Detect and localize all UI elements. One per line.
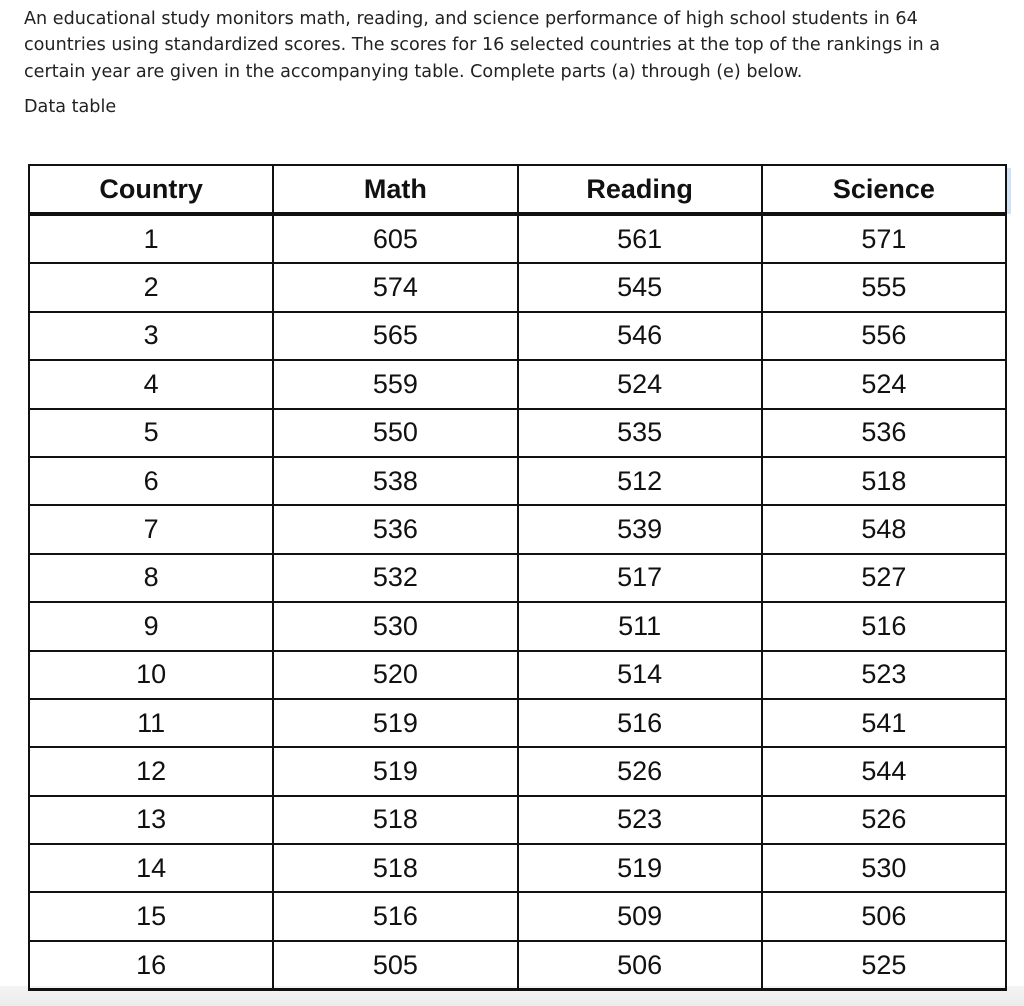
cell-science: 571: [762, 214, 1006, 263]
cell-reading: 516: [518, 699, 762, 747]
column-header-country: Country: [29, 165, 273, 214]
cell-reading: 517: [518, 554, 762, 602]
cell-science: 518: [762, 457, 1006, 505]
cell-country: 8: [29, 554, 273, 602]
cell-country: 6: [29, 457, 273, 505]
cell-reading: 514: [518, 651, 762, 699]
cell-math: 532: [273, 554, 517, 602]
cell-science: 544: [762, 747, 1006, 795]
table-row: [29, 457, 1006, 505]
table-row: [29, 747, 1006, 795]
cell-reading: 523: [518, 796, 762, 844]
cell-math: 530: [273, 602, 517, 650]
cell-science: 555: [762, 263, 1006, 311]
cell-country: 15: [29, 892, 273, 940]
table-row: [29, 312, 1006, 360]
cell-country: 14: [29, 844, 273, 892]
table-row: [29, 409, 1006, 457]
cell-country: 1: [29, 214, 273, 263]
cell-math: 574: [273, 263, 517, 311]
table-row: [29, 263, 1006, 311]
data-table-container: [28, 164, 1006, 991]
data-table: [28, 164, 1007, 991]
cell-country: 9: [29, 602, 273, 650]
table-row: [29, 892, 1006, 940]
cell-math: 550: [273, 409, 517, 457]
cell-reading: 535: [518, 409, 762, 457]
cell-country: 12: [29, 747, 273, 795]
cell-country: 7: [29, 505, 273, 553]
cell-science: 526: [762, 796, 1006, 844]
problem-statement-line-2: countries using standardized scores. The scores for 16 selected countries at the top of the rankings in a: [24, 35, 941, 56]
cell-science: 536: [762, 409, 1006, 457]
cell-reading: 561: [518, 214, 762, 263]
cell-math: 519: [273, 747, 517, 795]
cell-country: 2: [29, 263, 273, 311]
table-row: [29, 214, 1006, 263]
table-row: [29, 505, 1006, 553]
table-row: [29, 796, 1006, 844]
cell-math: 605: [273, 214, 517, 263]
cell-reading: 546: [518, 312, 762, 360]
cell-science: 506: [762, 892, 1006, 940]
cell-science: 525: [762, 941, 1006, 990]
cell-reading: 539: [518, 505, 762, 553]
problem-statement-line-3: certain year are given in the accompanying table. Complete parts (a) through (e) below.: [24, 61, 803, 82]
cell-math: 536: [273, 505, 517, 553]
cell-country: 4: [29, 360, 273, 408]
cell-reading: 506: [518, 941, 762, 990]
cell-reading: 512: [518, 457, 762, 505]
table-row: [29, 844, 1006, 892]
cell-country: 13: [29, 796, 273, 844]
cell-reading: 509: [518, 892, 762, 940]
table-row: [29, 360, 1006, 408]
cell-math: 518: [273, 844, 517, 892]
cell-reading: 519: [518, 844, 762, 892]
cell-country: 11: [29, 699, 273, 747]
cell-math: 505: [273, 941, 517, 990]
cell-reading: 545: [518, 263, 762, 311]
problem-statement: [24, 6, 1009, 85]
table-row: [29, 651, 1006, 699]
cell-country: 5: [29, 409, 273, 457]
cell-math: 518: [273, 796, 517, 844]
cell-science: 523: [762, 651, 1006, 699]
cell-reading: 524: [518, 360, 762, 408]
cell-science: 516: [762, 602, 1006, 650]
cell-science: 548: [762, 505, 1006, 553]
cell-science: 524: [762, 360, 1006, 408]
cell-math: 565: [273, 312, 517, 360]
cell-science: 530: [762, 844, 1006, 892]
cell-country: 3: [29, 312, 273, 360]
cell-math: 559: [273, 360, 517, 408]
header-row: [29, 165, 1006, 214]
data-table-caption: Data table: [24, 97, 117, 117]
cell-country: 10: [29, 651, 273, 699]
table-row: [29, 554, 1006, 602]
cell-science: 541: [762, 699, 1006, 747]
cell-math: 516: [273, 892, 517, 940]
cell-math: 519: [273, 699, 517, 747]
cell-math: 520: [273, 651, 517, 699]
cell-math: 538: [273, 457, 517, 505]
table-row: [29, 602, 1006, 650]
table-body: [29, 214, 1006, 990]
cell-science: 527: [762, 554, 1006, 602]
cell-science: 556: [762, 312, 1006, 360]
table-row: [29, 941, 1006, 990]
column-header-reading: Reading: [518, 165, 762, 214]
table-row: [29, 699, 1006, 747]
cell-country: 16: [29, 941, 273, 990]
cell-reading: 511: [518, 602, 762, 650]
problem-statement-line-1: An educational study monitors math, reading, and science performance of high school students in 64: [24, 9, 918, 29]
column-header-math: Math: [273, 165, 517, 214]
cell-reading: 526: [518, 747, 762, 795]
column-header-science: Science: [762, 165, 1006, 214]
